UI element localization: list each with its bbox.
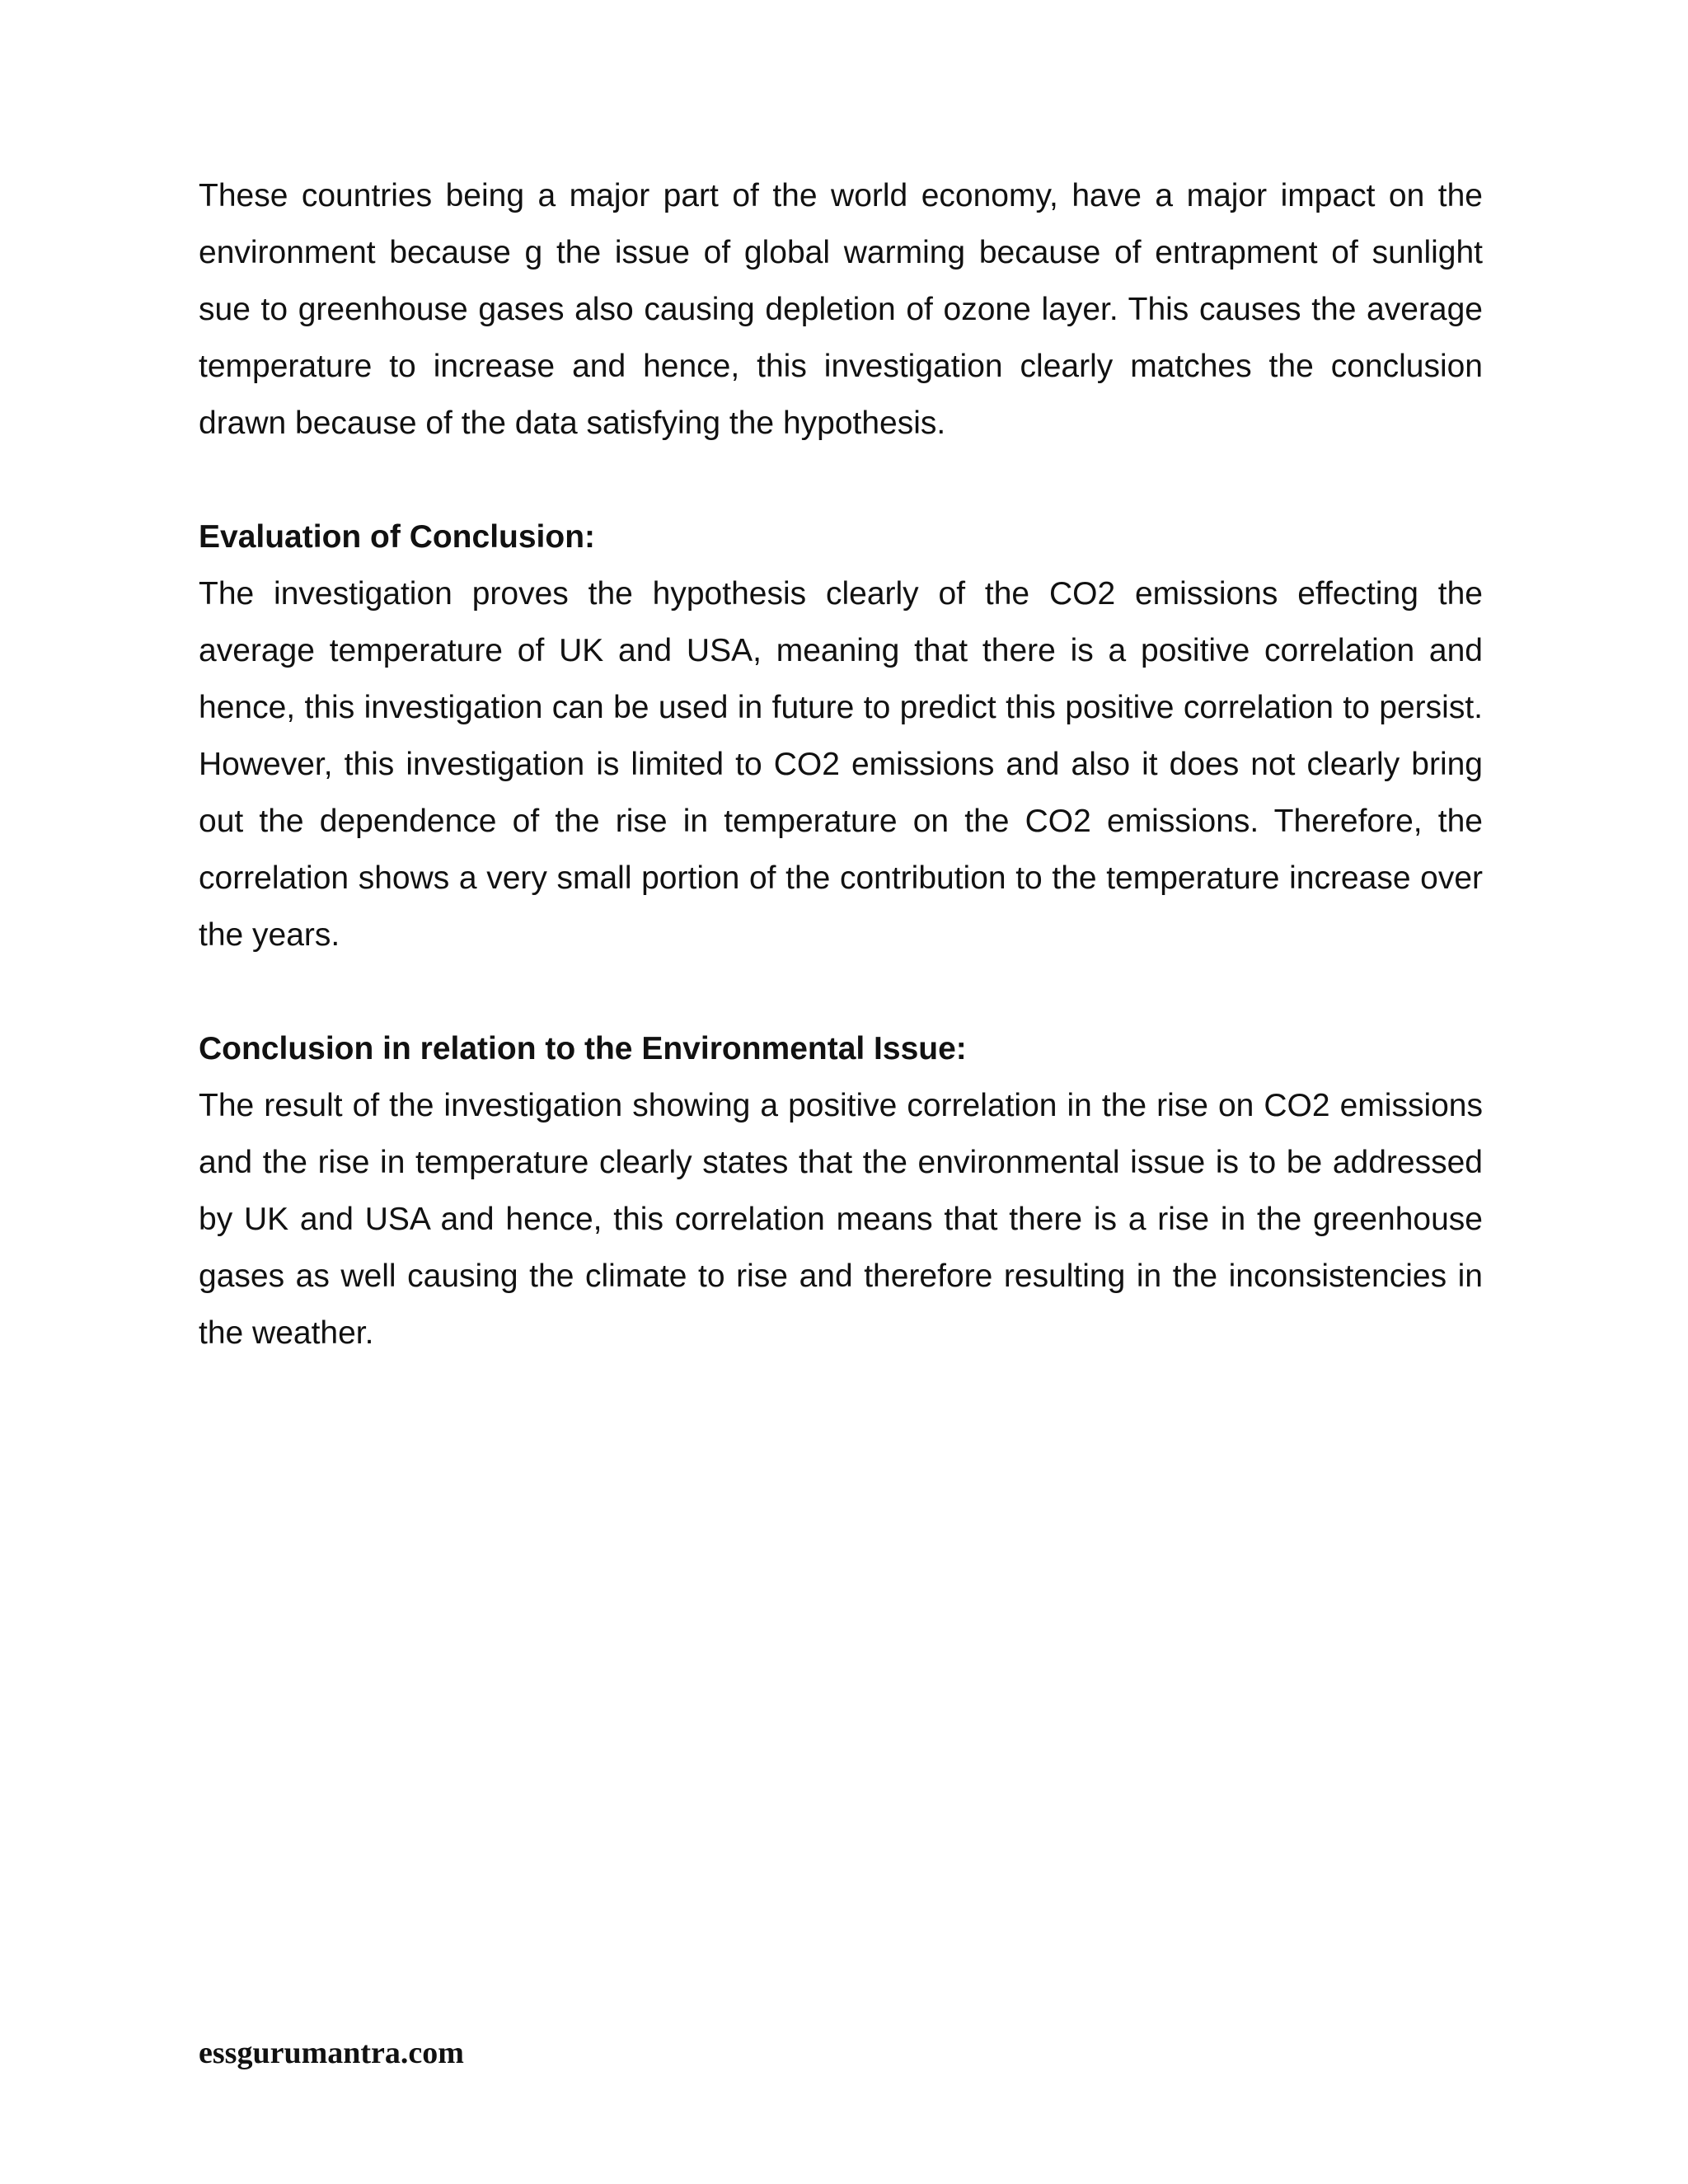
evaluation-paragraph: The investigation proves the hypothesis clearly of the CO2 emissions effecting the average temperature of UK and USA, meaning that there is a positive correlation and hence, this investigation can be used in future to predict this positive correlation to persist. However, this investigation is limited to CO2 emissions and also it does not clearly bring out the dependence of the rise in temperature on the CO2 emissions. Therefore, the correlation shows a very small portion of the contribution to the temperature increase over the years.	[199, 576, 1483, 953]
paragraph-spacer	[199, 963, 1483, 1020]
footer-site-name: essgurumantra.com	[199, 2036, 464, 2070]
evaluation-heading: Evaluation of Conclusion:	[199, 519, 596, 555]
intro-paragraph: These countries being a major part of the world economy, have a major impact on the environment because g the issue of global warming because of entrapment of sunlight sue to greenhouse gases also causing depletion of ozone layer. This causes the average temperature to increase and hence, this investigation clearly matches the conclusion drawn because of the data satisfying the hypothesis.	[199, 178, 1483, 441]
environmental-heading: Conclusion in relation to the Environmental Issue:	[199, 1031, 967, 1066]
environmental-paragraph: The result of the investigation showing a positive correlation in the rise on CO2 emissions and the rise in temperature clearly states that the environmental issue is to be addressed by UK and USA and hence, this correlation means that there is a rise in the greenhouse gases as well causing the climate to rise and therefore resulting in the inconsistencies in the weather.	[199, 1088, 1483, 1351]
document-body	[199, 167, 1483, 1361]
paragraph-spacer	[199, 452, 1483, 509]
